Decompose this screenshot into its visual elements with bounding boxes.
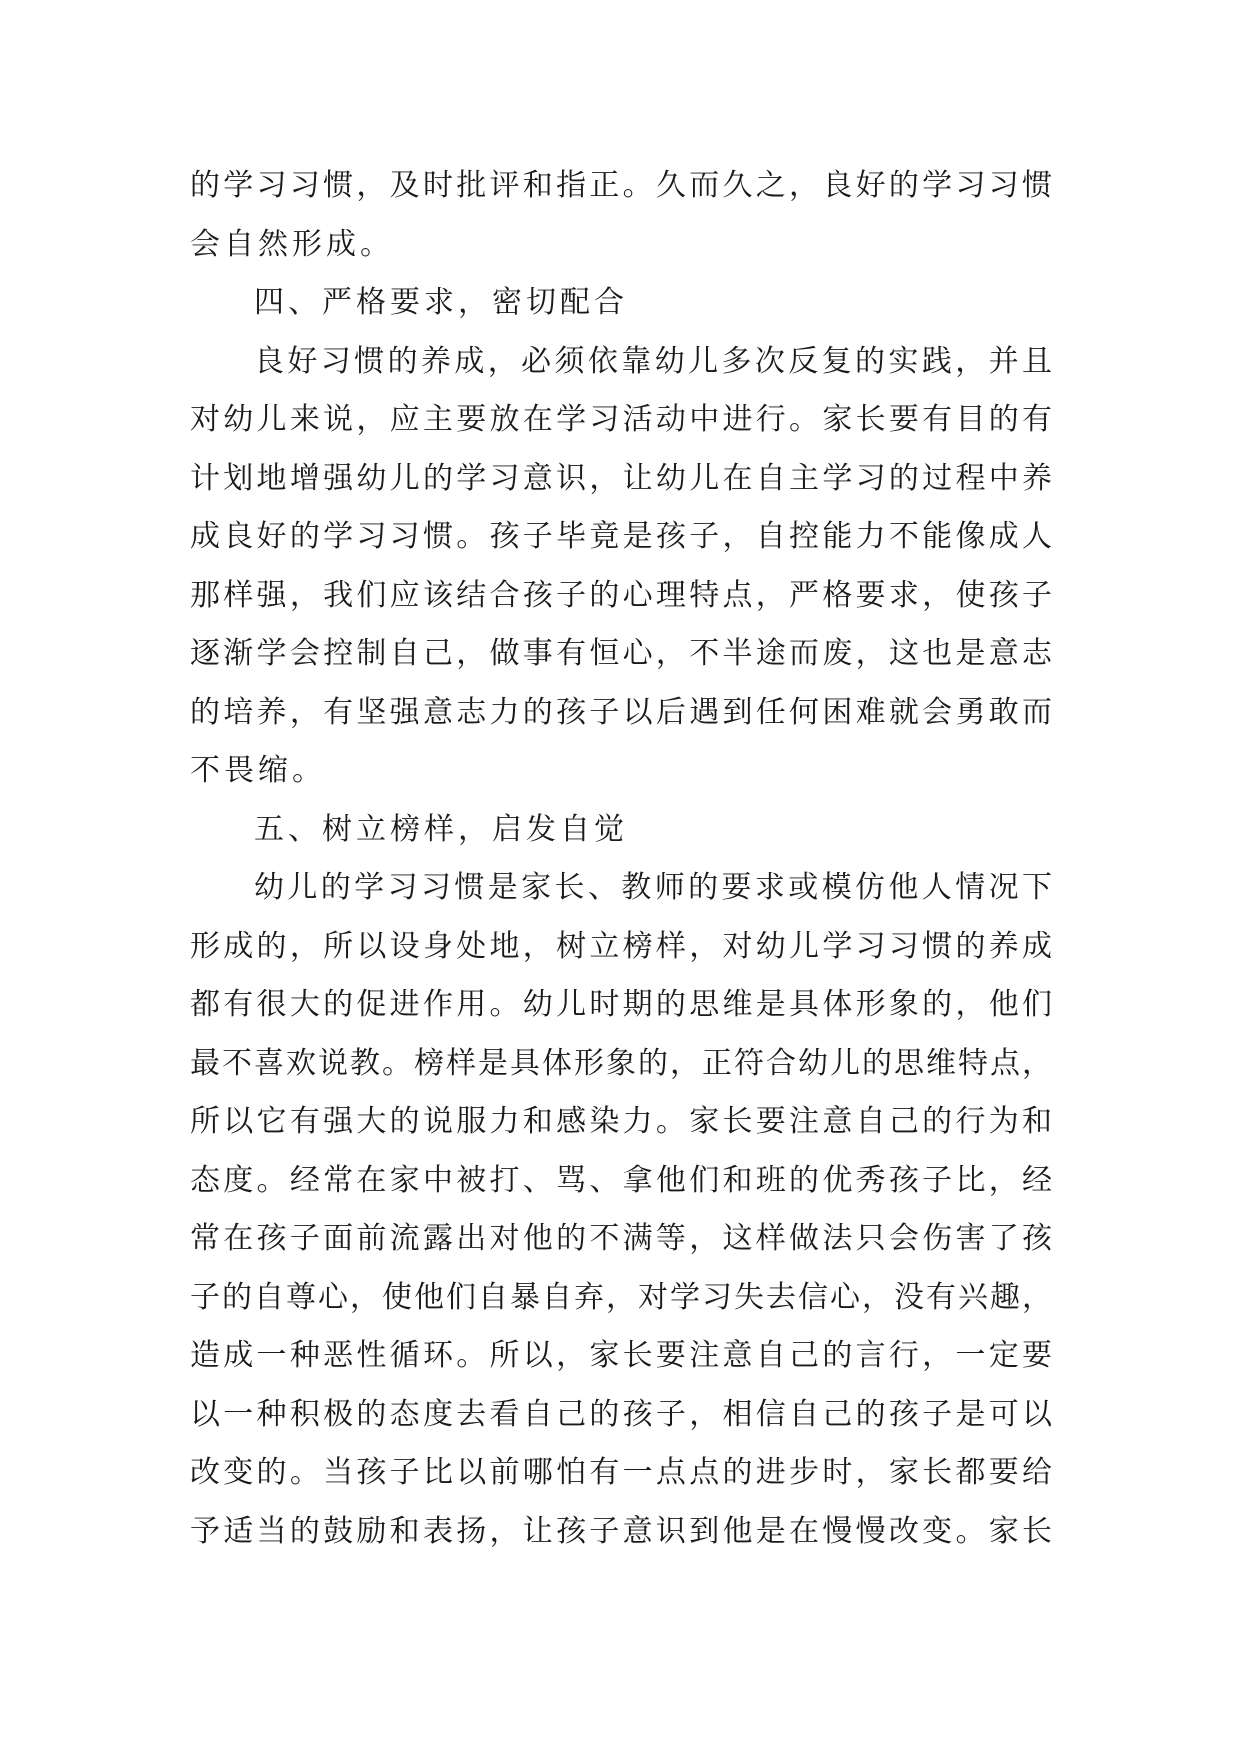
text-line: 态度。经常在家中被打、骂、拿他们和班的优秀孩子比，经 (190, 1162, 1052, 1198)
text-line: 最不喜欢说教。榜样是具体形象的，正符合幼儿的思维特点， (190, 1045, 1052, 1081)
text-line: 子的自尊心，使他们自暴自弃，对学习失去信心，没有兴趣， (190, 1279, 1052, 1315)
text-line: 予适当的鼓励和表扬，让孩子意识到他是在慢慢改变。家长 (190, 1513, 1052, 1549)
document-body (190, 157, 1052, 1561)
text-line: 改变的。当孩子比以前哪怕有一点点的进步时，家长都要给 (190, 1455, 1052, 1490)
text-line: 对幼儿来说，应主要放在学习活动中进行。家长要有目的有 (190, 402, 1052, 437)
text-line: 不畏缩。 (190, 753, 326, 788)
text-line: 四、严格要求，密切配合 (254, 285, 628, 320)
text-line: 幼儿的学习习惯是家长、教师的要求或模仿他人情况下 (254, 870, 1052, 905)
text-line: 成良好的学习习惯。孩子毕竟是孩子，自控能力不能像成人 (190, 519, 1052, 554)
text-line: 形成的，所以设身处地，树立榜样，对幼儿学习习惯的养成 (190, 928, 1052, 964)
text-line: 的学习习惯，及时批评和指正。久而久之，良好的学习习惯 (190, 168, 1052, 203)
text-line: 逐渐学会控制自己，做事有恒心，不半途而废，这也是意志 (190, 636, 1052, 671)
text-line: 五、树立榜样，启发自觉 (254, 811, 628, 847)
text-line: 的培养，有坚强意志力的孩子以后遇到任何困难就会勇敢而 (190, 694, 1052, 730)
text-line: 都有很大的促进作用。幼儿时期的思维是具体形象的，他们 (190, 987, 1052, 1022)
text-line: 良好习惯的养成，必须依靠幼儿多次反复的实践，并且 (254, 343, 1052, 379)
text-line: 那样强，我们应该结合孩子的心理特点，严格要求，使孩子 (190, 577, 1052, 613)
text-line: 所以它有强大的说服力和感染力。家长要注意自己的行为和 (190, 1104, 1052, 1139)
text-line: 以一种积极的态度去看自己的孩子，相信自己的孩子是可以 (190, 1396, 1052, 1432)
text-line: 会自然形成。 (190, 226, 394, 262)
text-line: 造成一种恶性循环。所以，家长要注意自己的言行，一定要 (190, 1338, 1052, 1373)
text-line: 常在孩子面前流露出对他的不满等，这样做法只会伤害了孩 (190, 1221, 1052, 1256)
text-line: 计划地增强幼儿的学习意识，让幼儿在自主学习的过程中养 (190, 460, 1052, 496)
